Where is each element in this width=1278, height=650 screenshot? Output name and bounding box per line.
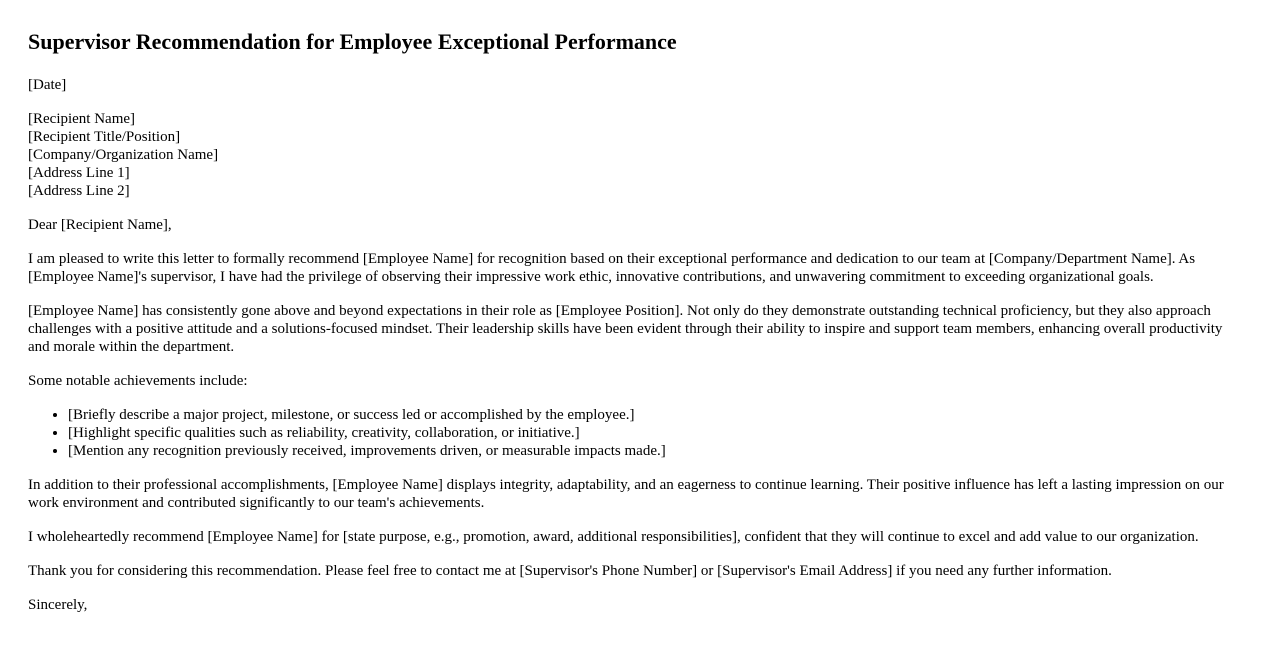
- body-paragraph-4: I wholeheartedly recommend [Employee Name] for [state purpose, e.g., promotion, award, additional responsibilities], confident that they will continue to excel and add value to our organization.: [28, 529, 1199, 545]
- body-paragraph-2: [Employee Name] has consistently gone above and beyond expectations in their role as [Employee Position]. Not only do they demonstrate outstanding technical proficiency, but they also approach challenges with a positive attitude and a solutions-focused mindset. Their leadership skills have been evident through their ability to inspire and support team members, enhancing overall productivity and morale within the department.: [28, 303, 1223, 355]
- body-paragraph-3: In addition to their professional accomplishments, [Employee Name] displays integrity, adaptability, and an eagerness to continue learning. Their positive influence has left a lasting impression on our work environment and contributed significantly to our team's achievements.: [28, 477, 1224, 511]
- achievements-list: [28, 406, 1246, 460]
- recipient-address-block: [28, 110, 1246, 200]
- letter-document: [28, 0, 1246, 614]
- recipient-name: [Recipient Name]: [28, 111, 136, 127]
- body-paragraph-1: I am pleased to write this letter to formally recommend [Employee Name] for recognition based on their exceptional performance and dedication to our team at [Company/Department Name]. As [Employee Name]'s supervisor, I have had the privilege of observing their impressive work ethic, innovative contributions, and unwavering commitment to exceeding organizational goals.: [28, 251, 1196, 285]
- recipient-address-line-2: [Address Line 2]: [28, 183, 130, 199]
- achievement-item: • [Briefly describe a major project, milestone, or success led or accomplished by the employee.]: [68, 406, 1246, 424]
- letter-title: Supervisor Recommendation for Employee Exceptional Performance: [28, 29, 677, 54]
- achievements-intro: Some notable achievements include:: [28, 373, 248, 389]
- achievement-item: • [Highlight specific qualities such as reliability, creativity, collaboration, or initiative.]: [68, 424, 1246, 442]
- letter-date: [Date]: [28, 77, 67, 93]
- recipient-address-line-1: [Address Line 1]: [28, 165, 130, 181]
- recipient-company: [Company/Organization Name]: [28, 147, 219, 163]
- recipient-title: [Recipient Title/Position]: [28, 129, 181, 145]
- salutation: Dear [Recipient Name],: [28, 217, 172, 233]
- body-paragraph-5: Thank you for considering this recommendation. Please feel free to contact me at [Supervisor's Phone Number] or [Supervisor's Email Address] if you need any further information.: [28, 563, 1112, 579]
- achievement-item: • [Mention any recognition previously received, improvements driven, or measurable impacts made.]: [68, 442, 1246, 460]
- closing: Sincerely,: [28, 597, 88, 613]
